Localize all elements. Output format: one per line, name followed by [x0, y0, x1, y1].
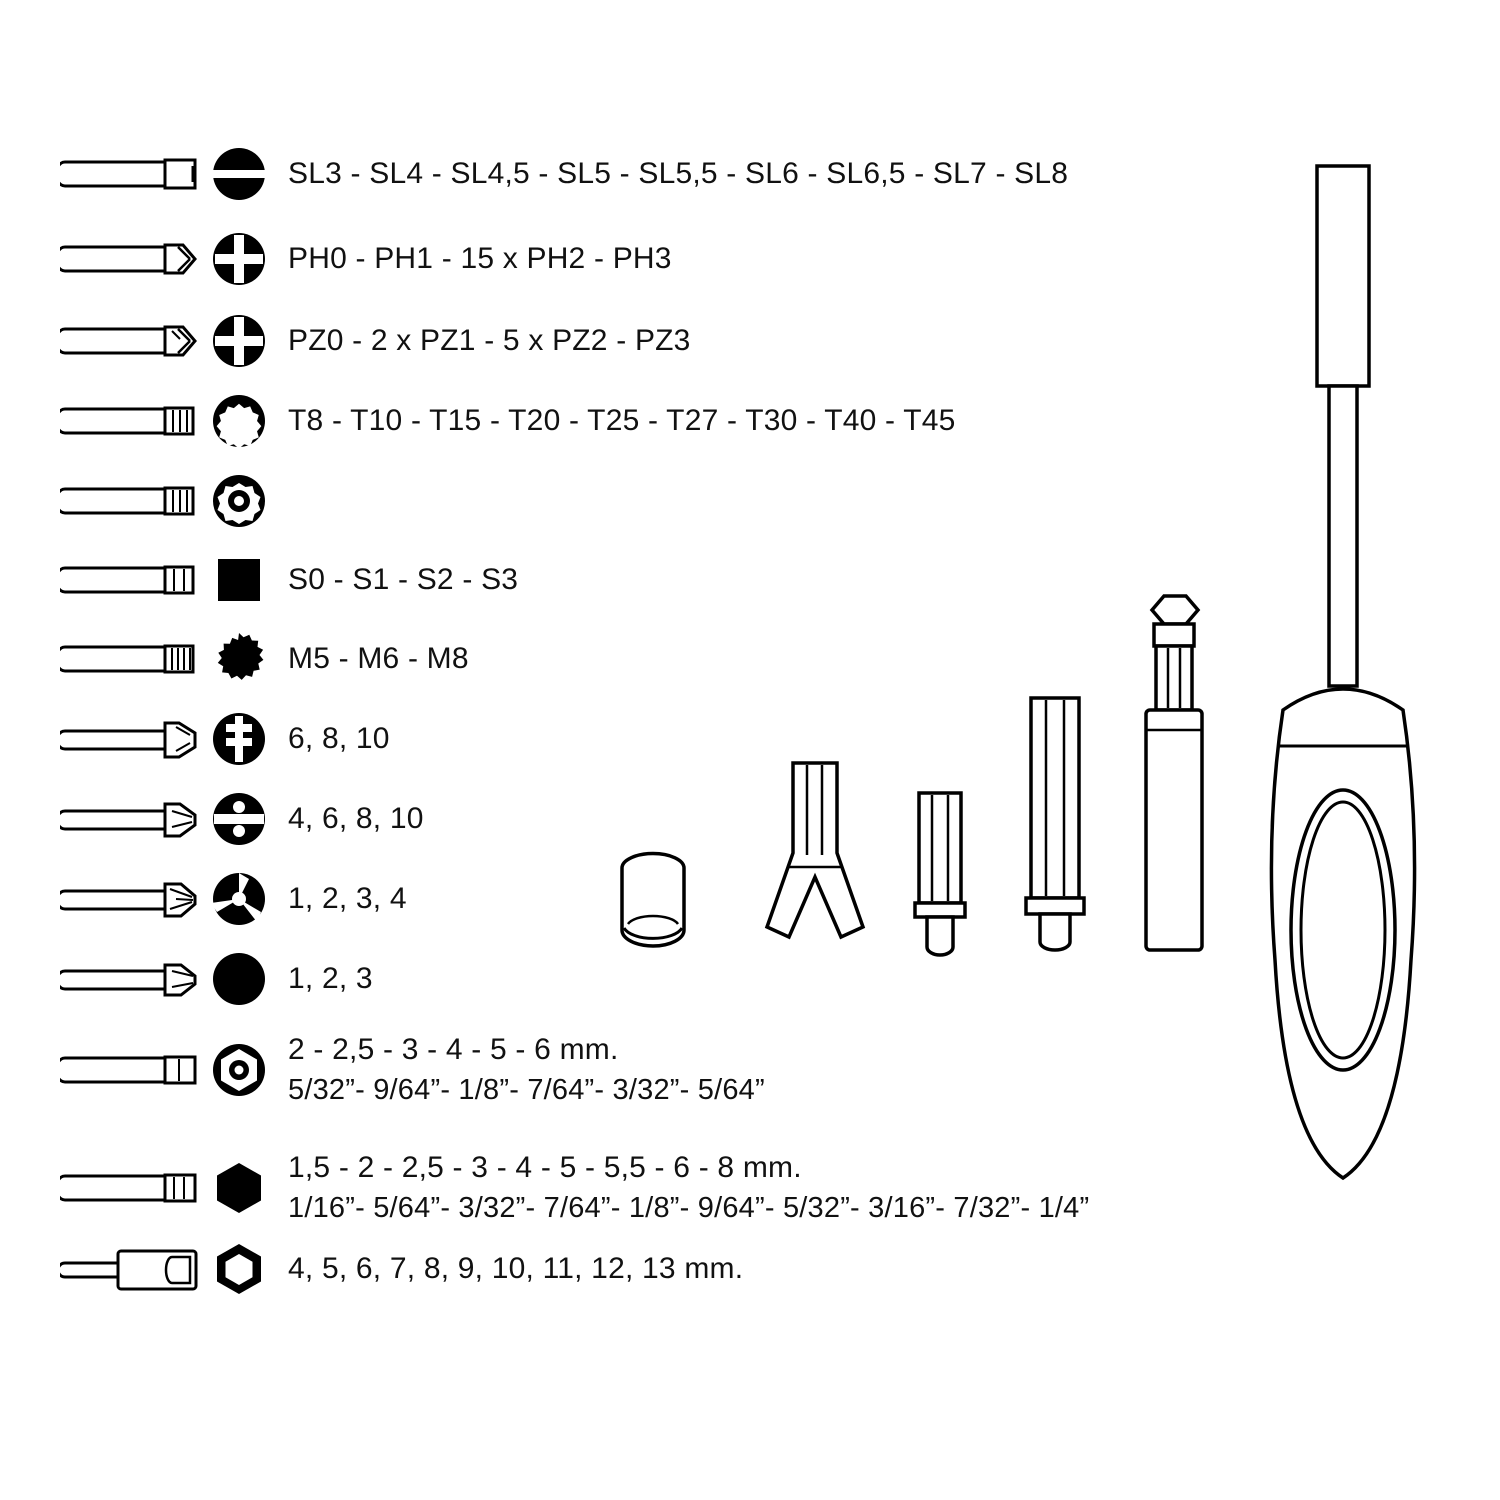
- row-socket-labels: [288, 1249, 743, 1289]
- square-profile-icon: [208, 549, 270, 611]
- clutch-bit-icon: [60, 709, 200, 769]
- pozidriv-profile-icon: [208, 310, 270, 372]
- row-slotted-line-1: SL3 - SL4 - SL4,5 - SL5 - SL5,5 - SL6 - SL6,5 - SL7 - SL8: [288, 157, 1069, 190]
- row-phillips: [60, 228, 672, 290]
- row-torq-set-line-1: 1, 2, 3: [288, 962, 373, 995]
- torx-tamper-profile-icon: [208, 470, 270, 532]
- row-spline-line-1: M5 - M6 - M8: [288, 642, 469, 675]
- row-spline: [60, 628, 469, 690]
- row-torx-labels: [288, 401, 956, 441]
- row-pozidriv-labels: [288, 321, 691, 361]
- row-tri-wing-labels: [288, 879, 407, 919]
- row-torq-set: [60, 948, 373, 1010]
- spanner-bit-icon: [60, 789, 200, 849]
- spline-bit-icon: [60, 629, 200, 689]
- row-clutch: [60, 708, 390, 770]
- hex-bit-icon: [60, 1158, 200, 1218]
- pozidriv-bit-icon: [60, 311, 200, 371]
- short-extension-illustration: [905, 785, 975, 970]
- clutch-profile-icon: [208, 708, 270, 770]
- row-tri-wing-line-1: 1, 2, 3, 4: [288, 882, 407, 915]
- row-spline-labels: [288, 639, 469, 679]
- magnetic-bit-holder-illustration: [1130, 580, 1220, 975]
- row-socket-line-1: 4, 5, 6, 7, 8, 9, 10, 11, 12, 13 mm.: [288, 1252, 744, 1285]
- row-tri-wing: [60, 868, 407, 930]
- hex-tamper-bit-icon: [60, 1040, 200, 1100]
- row-clutch-line-1: 6, 8, 10: [288, 722, 390, 755]
- row-hex-tamper-labels: [288, 1030, 765, 1110]
- hex-profile-icon: [208, 1157, 270, 1219]
- tri-wing-bit-icon: [60, 869, 200, 929]
- row-torx-tamper: [60, 470, 288, 532]
- row-socket: [60, 1238, 743, 1300]
- long-extension-illustration: [1015, 690, 1095, 965]
- torq-set-profile-icon: [208, 948, 270, 1010]
- row-spanner: [60, 788, 424, 850]
- row-torx-line-1: T8 - T10 - T15 - T20 - T25 - T27 - T30 - T40 - T45: [288, 404, 956, 437]
- torx-profile-icon: [208, 390, 270, 452]
- row-hex: [60, 1148, 1089, 1228]
- row-square-line-1: S0 - S1 - S2 - S3: [288, 563, 519, 596]
- torx-bit-icon: [60, 391, 200, 451]
- socket-bit-icon: [60, 1239, 200, 1299]
- row-torx: [60, 390, 956, 452]
- row-phillips-labels: [288, 239, 672, 279]
- socket-cap-illustration: [610, 850, 700, 965]
- slotted-bit-icon: [60, 144, 200, 204]
- row-slotted-labels: [288, 154, 1068, 194]
- row-pozidriv: [60, 310, 691, 372]
- row-clutch-labels: [288, 719, 390, 759]
- row-hex-line-2: 1/16”- 5/64”- 3/32”- 7/64”- 1/8”- 9/64”- 5/32”- 3/16”- 7/32”- 1/4”: [288, 1192, 1090, 1224]
- row-hex-tamper-line-2: 5/32”- 9/64”- 1/8”- 7/64”- 3/32”- 5/64”: [288, 1074, 765, 1106]
- torx-tamper-bit-icon: [60, 471, 200, 531]
- row-spanner-line-1: 4, 6, 8, 10: [288, 802, 424, 835]
- row-square-labels: [288, 560, 518, 600]
- row-phillips-line-1: PH0 - PH1 - 15 x PH2 - PH3: [288, 242, 672, 275]
- phillips-profile-icon: [208, 228, 270, 290]
- slotted-profile-icon: [208, 143, 270, 205]
- row-slotted: [60, 143, 1068, 205]
- spanner-profile-icon: [208, 788, 270, 850]
- row-hex-tamper: [60, 1030, 765, 1110]
- screwdriver-handle-illustration: [1255, 150, 1465, 1215]
- row-pozidriv-line-1: PZ0 - 2 x PZ1 - 5 x PZ2 - PZ3: [288, 324, 691, 357]
- y-adapter-illustration: [755, 755, 875, 970]
- row-spanner-labels: [288, 799, 424, 839]
- torq-set-bit-icon: [60, 949, 200, 1009]
- row-hex-labels: [288, 1148, 1089, 1228]
- row-hex-line-1: 1,5 - 2 - 2,5 - 3 - 4 - 5 - 5,5 - 6 - 8 mm.: [288, 1151, 802, 1184]
- hex-socket-profile-icon: [208, 1238, 270, 1300]
- tri-wing-profile-icon: [208, 868, 270, 930]
- row-torq-set-labels: [288, 959, 373, 999]
- square-bit-icon: [60, 550, 200, 610]
- hex-tamper-profile-icon: [208, 1039, 270, 1101]
- row-hex-tamper-line-1: 2 - 2,5 - 3 - 4 - 5 - 6 mm.: [288, 1033, 619, 1066]
- phillips-bit-icon: [60, 229, 200, 289]
- row-square: [60, 549, 518, 611]
- spline-profile-icon: [208, 628, 270, 690]
